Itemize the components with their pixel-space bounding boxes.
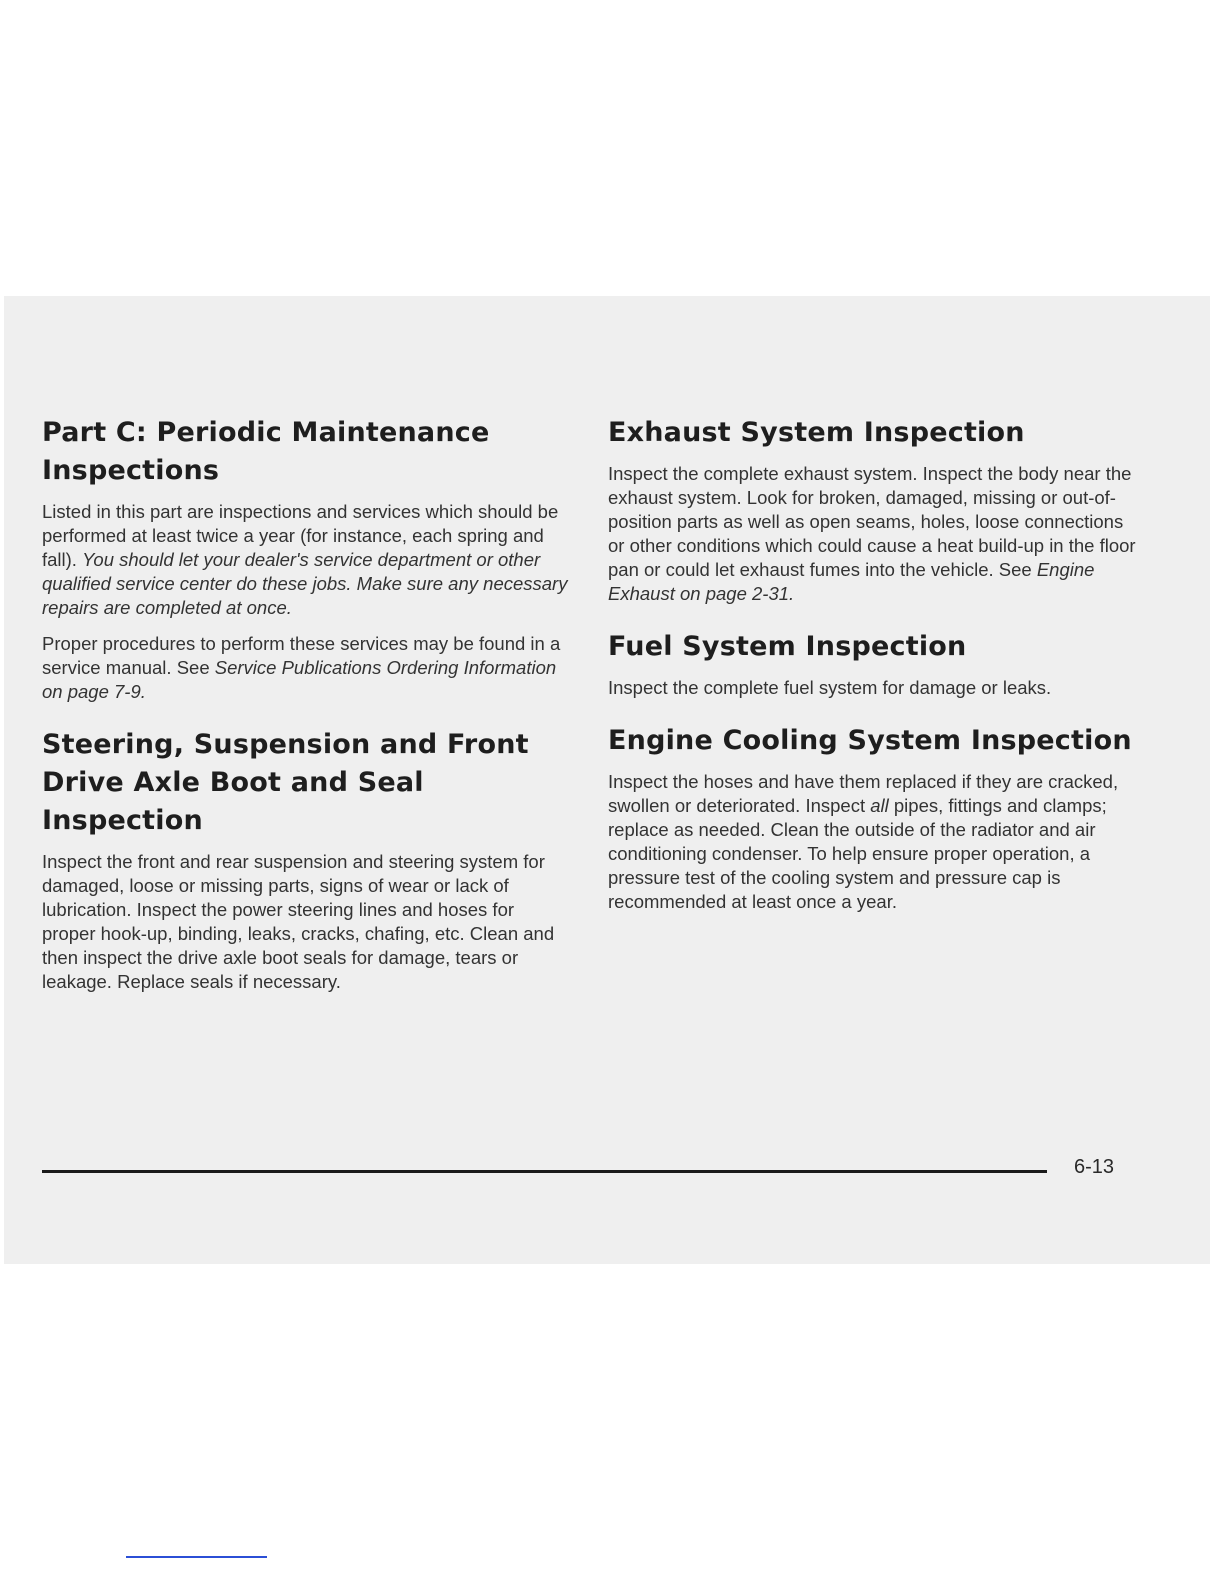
page-number: 6-13 — [1074, 1156, 1115, 1178]
spacer — [42, 716, 572, 726]
fuel-paragraph: Inspect the complete fuel system for damage or leaks. — [608, 677, 1052, 698]
section-heading-fuel: Fuel System Inspection — [608, 631, 967, 662]
service-publications-reference: Service Publications Ordering Information on page 7-9. — [42, 657, 557, 702]
spacer — [608, 712, 1143, 722]
cooling-paragraph — [608, 770, 1143, 914]
section-part-c — [42, 414, 572, 704]
exhaust-paragraph-text: Inspect the complete exhaust system. Inspect the body near the exhaust system. Look for broken, damaged, missing or out-of-position parts as well as open seams, holes, loose connections or other conditions which could cause a heat build-up in the floor pan or could let exhaust fumes into the vehicle. See — [608, 463, 1136, 580]
section-steering — [42, 726, 572, 994]
engine-exhaust-reference: Engine Exhaust on page 2-31. — [608, 559, 1095, 604]
exhaust-paragraph — [608, 462, 1143, 606]
cooling-paragraph-text-1: Inspect the hoses and have them replaced if they are cracked, swollen or deteriorated. Inspect — [608, 771, 1119, 816]
cooling-paragraph-text-2: pipes, fittings and clamps; replace as needed. Clean the outside of the radiator and air conditioning condenser. To help ensure proper operation, a pressure test of the cooling system and pressure cap is recommended at least once a year. — [608, 795, 1107, 912]
link-underline — [126, 1556, 267, 1558]
footer-rule — [42, 1170, 1047, 1173]
cooling-paragraph-italic: all — [870, 795, 889, 816]
right-column — [608, 414, 1143, 926]
spacer — [608, 618, 1143, 628]
section-fuel — [608, 628, 1143, 700]
section-cooling — [608, 722, 1143, 914]
section-heading-steering: Steering, Suspension and Front Drive Axle Boot and Seal Inspection — [42, 729, 529, 836]
part-c-paragraph-2-text: Proper procedures to perform these services may be found in a service manual. See — [42, 633, 561, 678]
part-c-paragraph-1 — [42, 500, 572, 620]
part-c-paragraph-2 — [42, 632, 572, 704]
part-c-paragraph-1-italic: You should let your dealer's service department or other qualified service center do these jobs. Make sure any necessary repairs are completed at once. — [42, 549, 568, 618]
steering-paragraph: Inspect the front and rear suspension and steering system for damaged, loose or missing parts, signs of wear or lack of lubrication. Inspect the power steering lines and hoses for proper hook-up, binding, leaks, cracks, chafing, etc. Clean and then inspect the drive axle boot seals for damage, tears or leakage. Replace seals if necessary. — [42, 851, 555, 992]
manual-page — [4, 296, 1210, 1264]
section-heading-part-c: Part C: Periodic Maintenance Inspections — [42, 417, 490, 486]
section-heading-exhaust: Exhaust System Inspection — [608, 417, 1025, 448]
section-exhaust — [608, 414, 1143, 606]
left-column — [42, 414, 572, 1006]
part-c-paragraph-1-text: Listed in this part are inspections and services which should be performed at least twice a year (for instance, each spring and fall). — [42, 501, 559, 570]
section-heading-cooling: Engine Cooling System Inspection — [608, 725, 1132, 756]
